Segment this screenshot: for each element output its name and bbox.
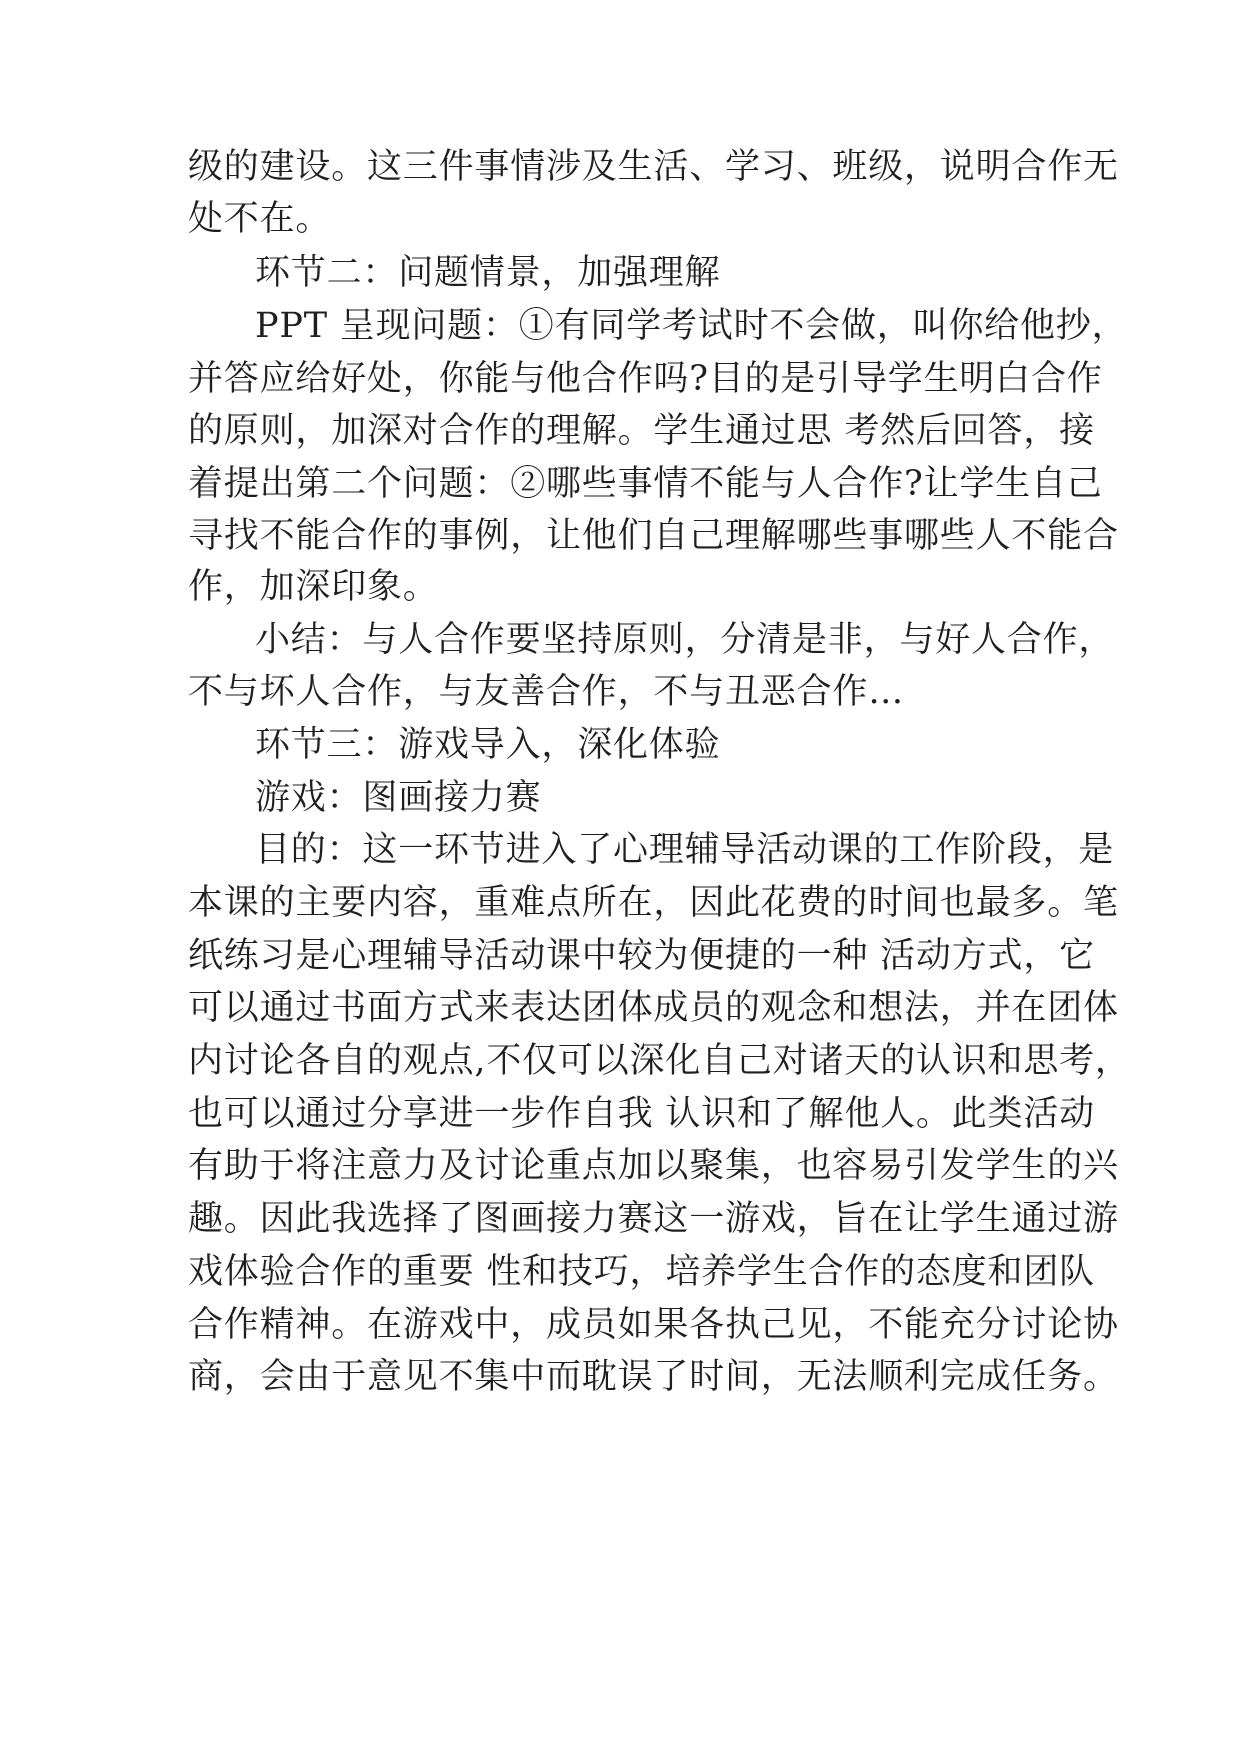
text-line: 不与坏人合作，与友善合作，不与丑恶合作…: [188, 672, 905, 712]
text-line: 寻找不能合作的事例，让他们自己理解哪些事哪些人不能合: [188, 516, 1119, 556]
text-line: 内讨论各自的观点,不仅可以深化自己对诸天的认识和思考，: [188, 1041, 1131, 1081]
text-line: 商，会由于意见不集中而耽误了时间，无法顺利完成任务。: [188, 1357, 1119, 1397]
text-line: PPT 呈现问题：①有同学考试时不会做，叫你给他抄，: [255, 306, 1128, 346]
text-line: 处不在。: [188, 199, 332, 239]
text-line: 有助于将注意力及讨论重点加以聚集，也容易引发学生的兴: [188, 1146, 1119, 1186]
section-heading: 环节三：游戏导入，深化体验: [255, 725, 721, 765]
text-line: 游戏：图画接力赛: [255, 778, 542, 818]
text-line: 本课的主要内容，重难点所在，因此花费的时间也最多。笔: [188, 883, 1119, 923]
text-line: 小结：与人合作要坚持原则，分清是非，与好人合作，: [255, 620, 1115, 660]
text-line: 级的建设。这三件事情涉及生活、学习、班级，说明合作无: [188, 147, 1119, 187]
text-line: 可以通过书面方式来表达团体成员的观念和想法，并在团体: [188, 988, 1119, 1028]
text-line: 并答应给好处，你能与他合作吗?目的是引导学生明白合作: [188, 359, 1103, 399]
text-line: 也可以通过分享进一步作自我 认识和了解他人。此类活动: [188, 1094, 1095, 1134]
text-line: 合作精神。在游戏中，成员如果各执己见，不能充分讨论协: [188, 1305, 1119, 1345]
text-line: 着提出第二个问题：②哪些事情不能与人合作?让学生自己: [188, 464, 1103, 504]
text-line: 戏体验合作的重要 性和技巧，培养学生合作的态度和团队: [188, 1252, 1095, 1292]
section-heading: 环节二：问题情景，加强理解: [255, 253, 721, 293]
text-line: 的原则，加深对合作的理解。学生通过思 考然后回答，接: [188, 411, 1095, 451]
text-line: 目的：这一环节进入了心理辅导活动课的工作阶段，是: [255, 830, 1115, 870]
text-line: 作，加深印象。: [188, 567, 439, 607]
text-line: 趣。因此我选择了图画接力赛这一游戏，旨在让学生通过游: [188, 1199, 1119, 1239]
text-line: 纸练习是心理辅导活动课中较为便捷的一种 活动方式，它: [188, 936, 1095, 976]
